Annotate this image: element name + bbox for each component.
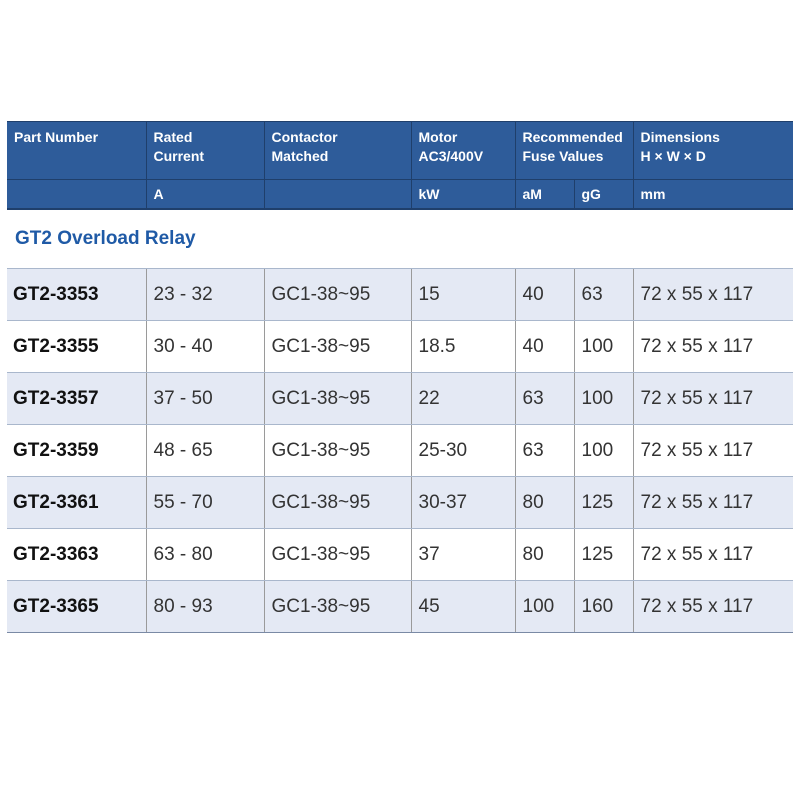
cell-fuse-am: 80 — [515, 477, 574, 529]
cell-contactor-matched: GC1-38~95 — [264, 373, 411, 425]
table-row — [7, 269, 793, 321]
cell-rated-current: 48 - 65 — [146, 425, 264, 477]
table-row — [7, 477, 793, 529]
cell-dimensions: 72 x 55 x 117 — [633, 269, 793, 321]
header-label-line1: Contactor — [271, 129, 338, 145]
cell-motor-kw: 37 — [411, 529, 515, 581]
cell-fuse-gg: 160 — [574, 581, 633, 633]
header-label-line2: Matched — [271, 148, 329, 164]
cell-rated-current: 37 - 50 — [146, 373, 264, 425]
header-label-line1: Motor — [418, 129, 458, 145]
cell-motor-kw: 45 — [411, 581, 515, 633]
header-rated-current — [146, 122, 264, 180]
cell-motor-kw: 22 — [411, 373, 515, 425]
cell-rated-current: 23 - 32 — [146, 269, 264, 321]
header-label-line1: Dimensions — [640, 129, 720, 145]
cell-contactor-matched: GC1-38~95 — [264, 269, 411, 321]
cell-motor-kw: 25-30 — [411, 425, 515, 477]
header-label-line2: Fuse Values — [522, 148, 604, 164]
header-row — [7, 122, 793, 180]
table-row — [7, 529, 793, 581]
unit-fuse-gg: gG — [574, 180, 633, 210]
cell-part-number: GT2-3353 — [7, 269, 146, 321]
table-row — [7, 373, 793, 425]
cell-rated-current: 63 - 80 — [146, 529, 264, 581]
cell-part-number: GT2-3361 — [7, 477, 146, 529]
cell-contactor-matched: GC1-38~95 — [264, 321, 411, 373]
cell-dimensions: 72 x 55 x 117 — [633, 321, 793, 373]
cell-dimensions: 72 x 55 x 117 — [633, 373, 793, 425]
cell-dimensions: 72 x 55 x 117 — [633, 425, 793, 477]
cell-motor-kw: 18.5 — [411, 321, 515, 373]
cell-dimensions: 72 x 55 x 117 — [633, 581, 793, 633]
cell-part-number: GT2-3363 — [7, 529, 146, 581]
unit-dimensions: mm — [633, 180, 793, 210]
overload-relay-spec-table — [7, 121, 793, 633]
header-label-line2: H × W × D — [640, 148, 706, 164]
header-motor — [411, 122, 515, 180]
unit-motor: kW — [411, 180, 515, 210]
cell-contactor-matched: GC1-38~95 — [264, 425, 411, 477]
unit-part-number — [7, 180, 146, 210]
header-label-line2: AC3/400V — [418, 148, 484, 164]
cell-rated-current: 55 - 70 — [146, 477, 264, 529]
header-dimensions — [633, 122, 793, 180]
cell-fuse-am: 80 — [515, 529, 574, 581]
cell-rated-current: 30 - 40 — [146, 321, 264, 373]
cell-contactor-matched: GC1-38~95 — [264, 477, 411, 529]
cell-contactor-matched: GC1-38~95 — [264, 581, 411, 633]
cell-fuse-gg: 100 — [574, 321, 633, 373]
unit-rated-current: A — [146, 180, 264, 210]
cell-dimensions: 72 x 55 x 117 — [633, 529, 793, 581]
cell-fuse-gg: 100 — [574, 425, 633, 477]
cell-rated-current: 80 - 93 — [146, 581, 264, 633]
cell-fuse-gg: 125 — [574, 529, 633, 581]
cell-fuse-am: 100 — [515, 581, 574, 633]
cell-fuse-am: 63 — [515, 373, 574, 425]
cell-fuse-am: 63 — [515, 425, 574, 477]
units-row — [7, 180, 793, 210]
cell-part-number: GT2-3365 — [7, 581, 146, 633]
header-label-line1: Rated — [153, 129, 193, 145]
cell-motor-kw: 15 — [411, 269, 515, 321]
table-row — [7, 425, 793, 477]
cell-part-number: GT2-3357 — [7, 373, 146, 425]
header-label-line1: Part Number — [14, 129, 99, 145]
cell-dimensions: 72 x 55 x 117 — [633, 477, 793, 529]
cell-motor-kw: 30-37 — [411, 477, 515, 529]
header-label-line2: Current — [153, 148, 205, 164]
cell-fuse-am: 40 — [515, 269, 574, 321]
unit-contactor — [264, 180, 411, 210]
cell-contactor-matched: GC1-38~95 — [264, 529, 411, 581]
cell-fuse-gg: 63 — [574, 269, 633, 321]
table-row — [7, 581, 793, 633]
header-label-line1: Recommended — [522, 129, 623, 145]
cell-fuse-am: 40 — [515, 321, 574, 373]
header-contactor-matched — [264, 122, 411, 180]
cell-part-number: GT2-3355 — [7, 321, 146, 373]
header-recommended-fuse-values — [515, 122, 633, 180]
header-part-number — [7, 122, 146, 180]
cell-fuse-gg: 100 — [574, 373, 633, 425]
cell-fuse-gg: 125 — [574, 477, 633, 529]
unit-fuse-am: aM — [515, 180, 574, 210]
section-title: GT2 Overload Relay — [7, 209, 793, 269]
cell-part-number: GT2-3359 — [7, 425, 146, 477]
section-row — [7, 209, 793, 269]
table-row — [7, 321, 793, 373]
